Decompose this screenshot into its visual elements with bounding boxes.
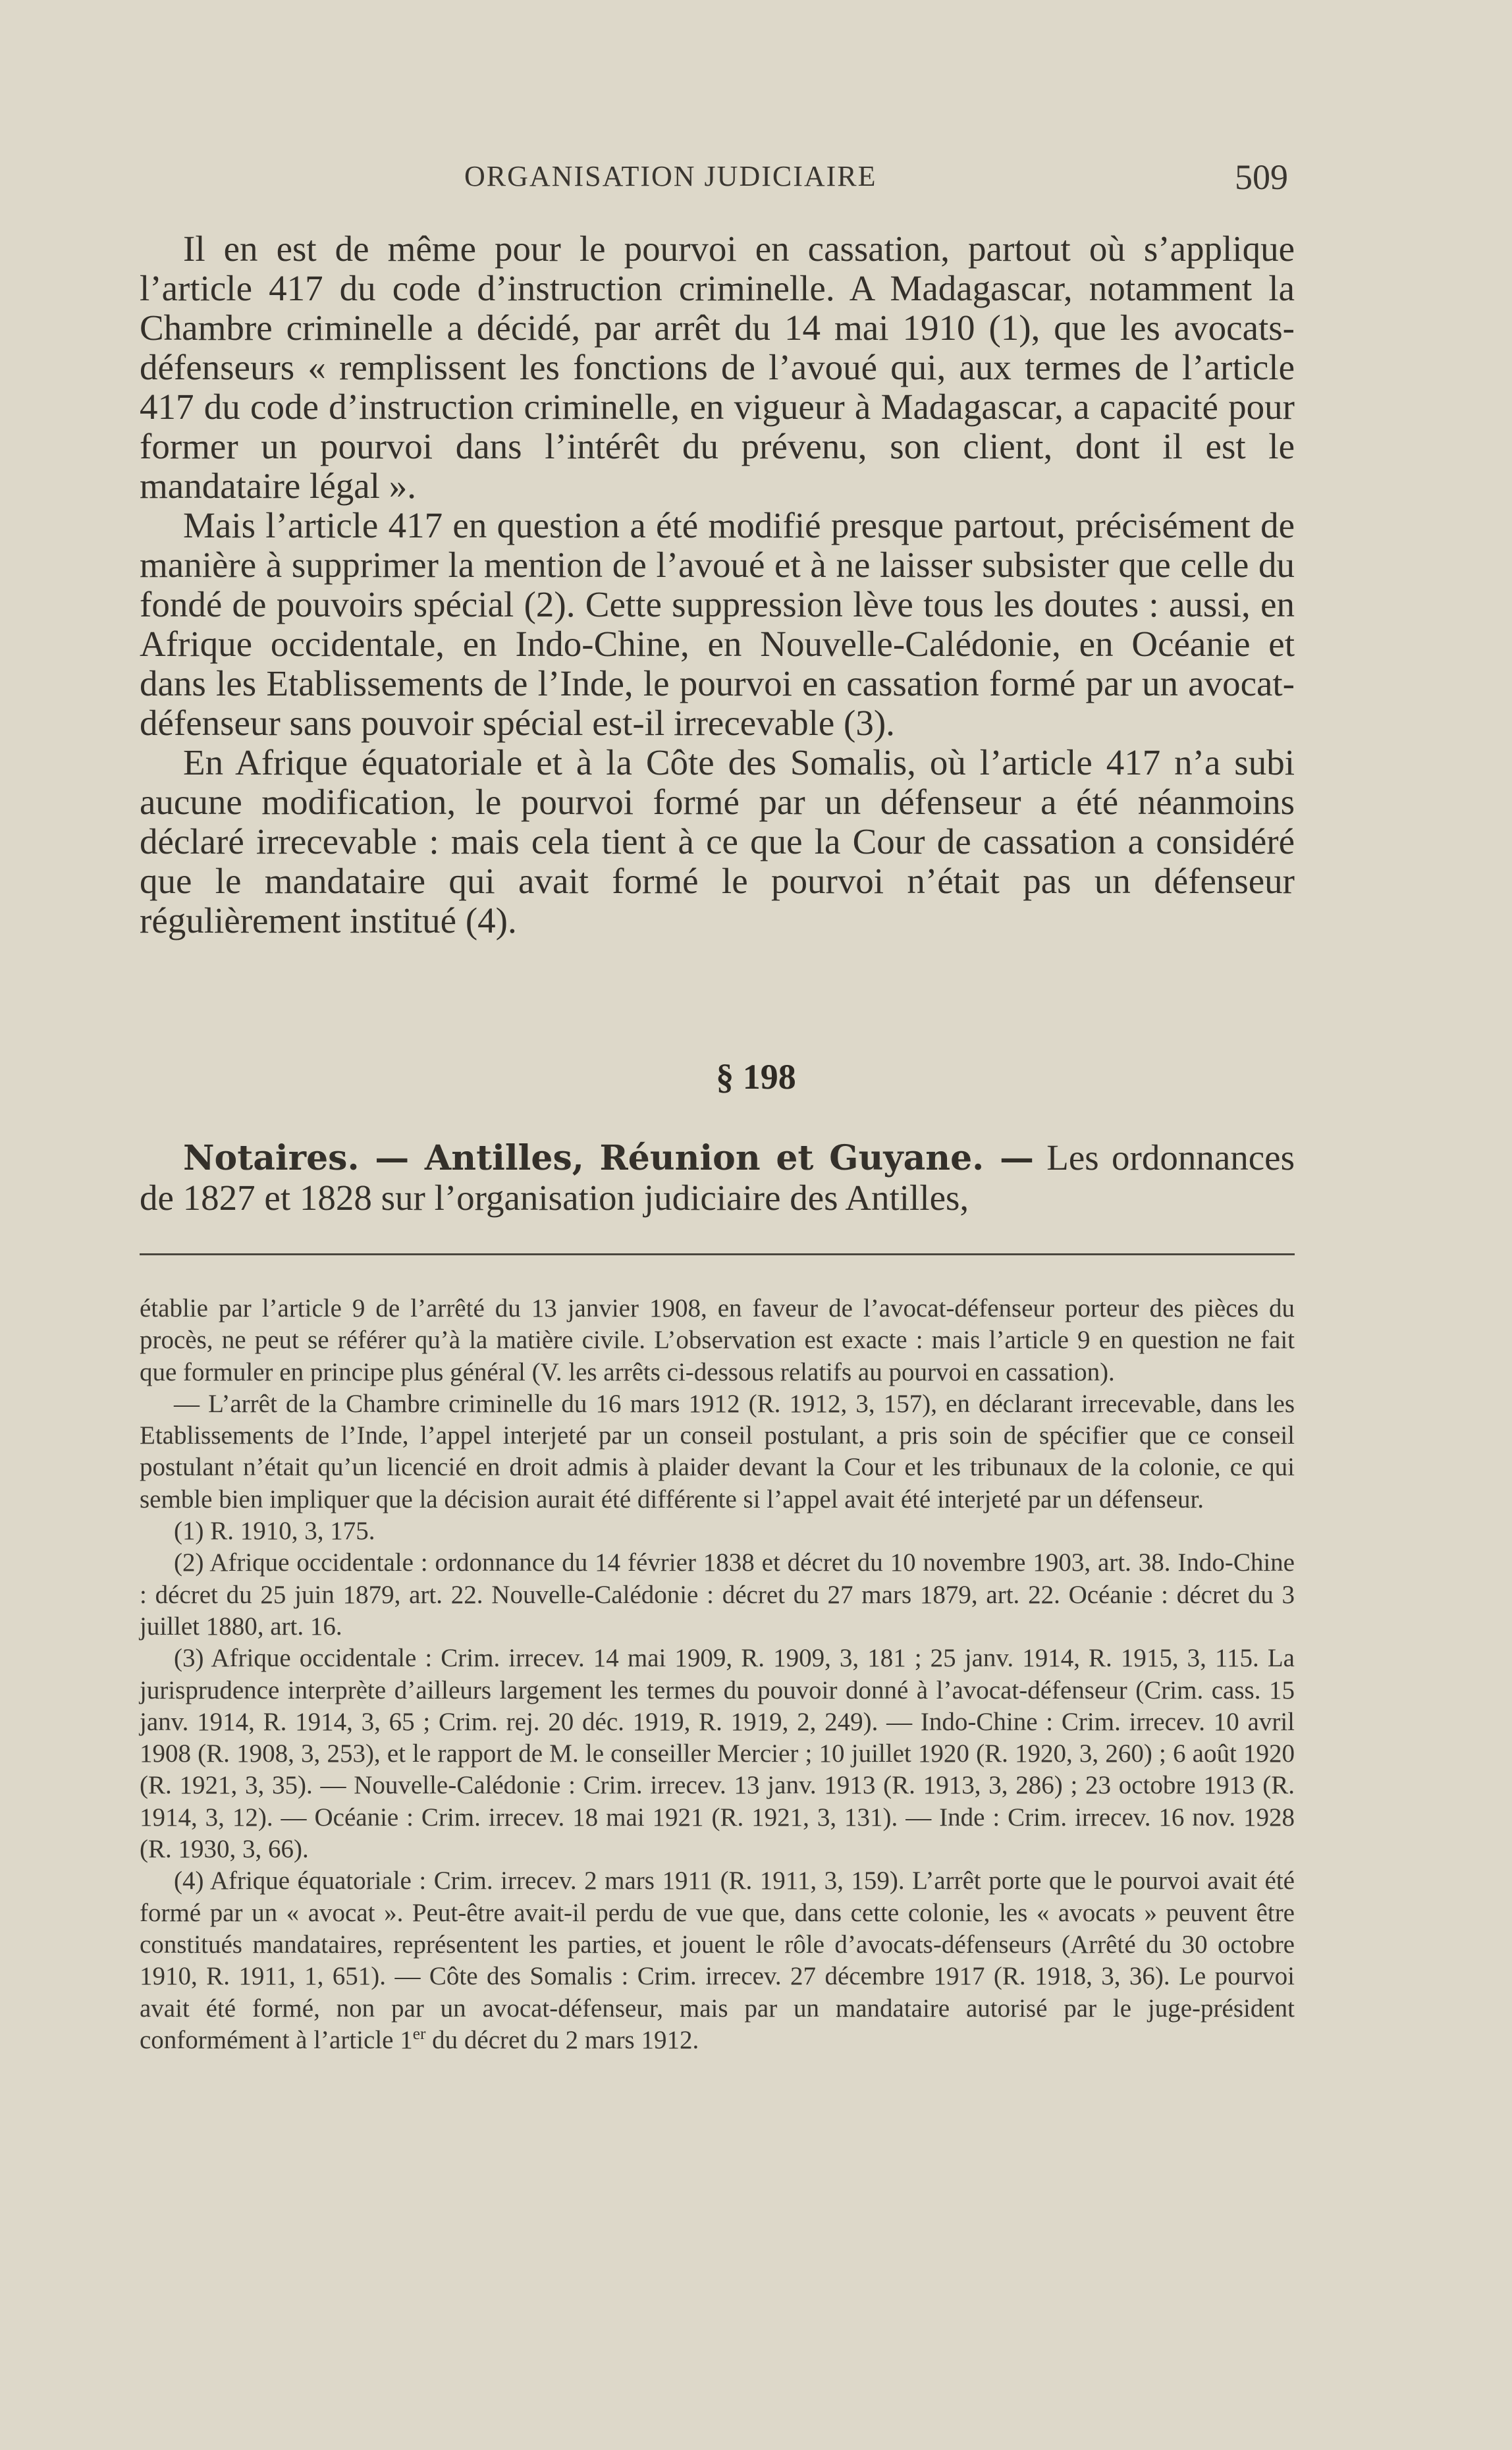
section-paragraph [140,1138,1295,1218]
paragraph-1: Il en est de même pour le pourvoi en cassation, partout où s’applique l’article 417 du code d’instruction criminelle. A Madagascar, notamment la Chambre criminelle a décidé, par arrêt du 14 mai 1910 (1), que les avocats-défenseurs « remplissent les fonctions de l’avoué qui, aux termes de l’article 417 du code d’instruction criminelle, en vigueur à Madagascar, a capacité pour former un pourvoi dans l’intérêt du prévenu, son client, dont il est le mandataire légal ». [140,229,1295,506]
footnote-3: (3) Afrique occidentale : Crim. irrecev. 14 mai 1909, R. 1909, 3, 181 ; 25 janv. 1914, R. 1915, 3, 115. La jurisprudence interprète d’ailleurs largement les termes du pouvoir donné à l’avocat-défenseur (Crim. cass. 15 janv. 1914, R. 1914, 3, 65 ; Crim. rej. 20 déc. 1919, R. 1919, 2, 249). — Indo-Chine : Crim. irrecev. 10 avril 1908 (R. 1908, 3, 253), et le rapport de M. le conseiller Mercier ; 10 juillet 1920 (R. 1920, 3, 260) ; 6 août 1920 (R. 1921, 3, 35). — Nouvelle-Calédonie : Crim. irrecev. 13 janv. 1913 (R. 1913, 3, 286) ; 23 octobre 1913 (R. 1914, 3, 12). — Océanie : Crim. irrecev. 18 mai 1921 (R. 1921, 3, 131). — Inde : Crim. irrecev. 16 nov. 1928 (R. 1930, 3, 66). [140,1644,1295,1864]
footnote-continuation: établie par l’article 9 de l’arrêté du 13 janvier 1908, en faveur de l’avocat-défenseur porteur des pièces du procès, ne peut se référer qu’à la matière civile. L’observation est exacte : mais l’article 9 en question ne fait que formuler en principe plus général (V. les arrêts ci-dessous relatifs au pourvoi en cassation). [140,1294,1295,1386]
footnotes [140,1293,1295,2056]
footnote-chambre: — L’arrêt de la Chambre criminelle du 16 mars 1912 (R. 1912, 3, 157), en déclarant irrecevable, dans les Etablissements de l’Inde, l’appel interjeté par un conseil postulant, a pris soin de spécifier que ce conseil postulant n’était qu’un licencié en droit admis à plaider devant la Cour et les tribunaux de la colonie, ce qui semble bien impliquer que la décision aurait été différente si l’appel avait été interjeté par un défenseur. [140,1389,1295,1513]
main-text [140,229,1295,940]
footnote-4 [140,1865,1295,2056]
footnote-4-end: du décret du 2 mars 1912. [425,2025,699,2054]
paragraph-3: En Afrique équatoriale et à la Côte des Somalis, où l’article 417 n’a subi aucune modification, le pourvoi formé par un défenseur a été néanmoins déclaré irrecevable : mais cela tient à ce que la Cour de cassation a considéré que le mandataire qui avait formé le pourvoi n’était pas un défenseur régulièrement institué (4). [140,742,1295,940]
section-text: Les ordonnances de 1827 et 1828 sur l’organisation judiciaire des Antilles, [140,1137,1295,1218]
paragraph-2: Mais l’article 417 en question a été modifié presque partout, précisément de manière à supprimer la mention de l’avoué et à ne laisser subsister que celle du fondé de pouvoirs spécial (2). Cette suppression lève tous les doutes : aussi, en Afrique occidentale, en Indo-Chine, en Nouvelle-Calédonie, en Océanie et dans les Etablissements de l’Inde, le pourvoi en cassation formé par un avocat-défenseur sans pouvoir spécial est-il irrecevable (3). [140,505,1295,743]
footnote-4-superscript: er [412,2024,426,2043]
section-heading: Notaires. — Antilles, Réunion et Guyane. — [183,1138,1034,1178]
section-number: § 198 [716,1057,796,1097]
footnote-divider [140,1253,1295,1255]
footnote-2: (2) Afrique occidentale : ordonnance du 14 février 1838 et décret du 10 novembre 1903, art. 38. Indo-Chine : décret du 25 juin 1879, art. 22. Nouvelle-Calédonie : décret du 27 mars 1879, art. 22. Océanie : décret du 3 juillet 1880, art. 16. [140,1548,1295,1641]
footnote-1: (1) R. 1910, 3, 175. [174,1517,375,1546]
running-title: ORGANISATION JUDICIAIRE [464,160,877,192]
page-number: 509 [1235,157,1288,197]
footnote-4-text: (4) Afrique équatoriale : Crim. irrecev. 2 mars 1911 (R. 1911, 3, 159). L’arrêt porte que le pourvoi avait été formé par un « avocat ». Peut-être avait-il perdu de vue que, dans cette colonie, les « avocats » peuvent être constitués mandataires, représentent les parties, et jouent le rôle d’avocats-défenseurs (Arrêté du 30 octobre 1910, R. 1911, 1, 651). — Côte des Somalis : Crim. irrecev. 27 décembre 1917 (R. 1918, 3, 36). Le pourvoi avait été formé, non par un avocat-défenseur, mais par un mandataire autorisé par le juge-président conformément à l’article 1 [140,1866,1295,2054]
